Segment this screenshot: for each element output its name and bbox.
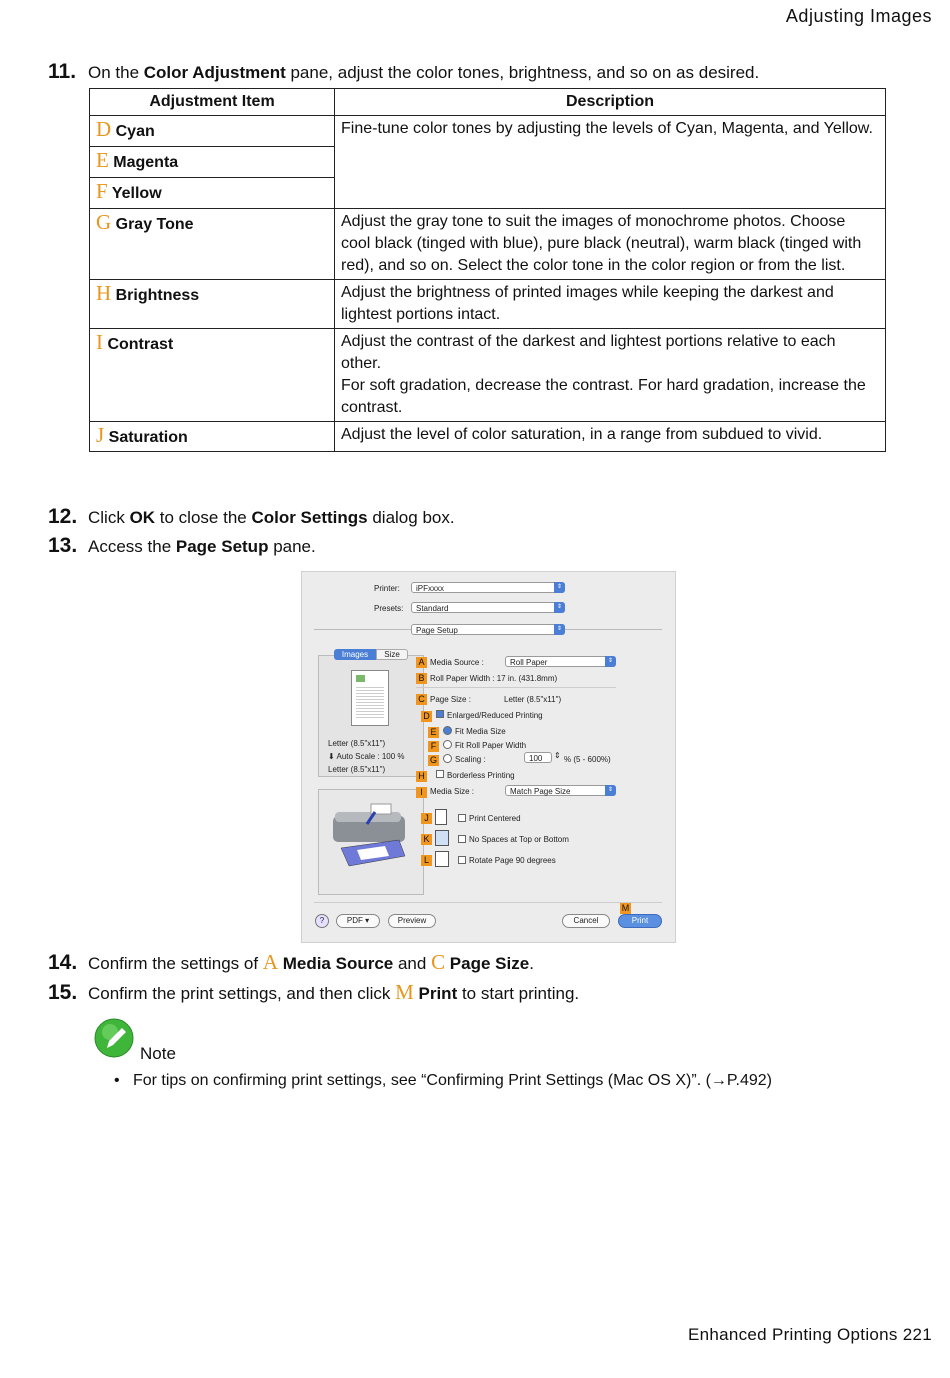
help-icon[interactable]: ? bbox=[315, 914, 329, 928]
callout-letter: F bbox=[96, 179, 108, 203]
step-bold: Page Size bbox=[445, 954, 530, 973]
page-size-label: Page Size : bbox=[430, 695, 471, 704]
print-centered-icon bbox=[435, 809, 447, 825]
print-centered-checkbox[interactable] bbox=[458, 814, 466, 822]
borderless-label: Borderless Printing bbox=[447, 771, 515, 780]
step-bold: Print bbox=[413, 984, 458, 1003]
desc-line: For soft gradation, decrease the contrast. For hard gradation, increase the contrast. bbox=[341, 377, 866, 416]
table-row bbox=[90, 116, 886, 147]
presets-value: Standard bbox=[416, 604, 449, 613]
running-footer: Enhanced Printing Options 221 bbox=[687, 1325, 932, 1344]
callout-letter: A bbox=[262, 950, 278, 974]
printer-illustration bbox=[318, 789, 424, 895]
image-icon bbox=[356, 675, 365, 682]
step-number: 12. bbox=[48, 505, 78, 528]
popup-arrow-icon: ⇕ bbox=[554, 602, 565, 613]
step-text: . bbox=[529, 954, 534, 973]
page-size-value: Letter (8.5"x11") bbox=[504, 695, 562, 704]
callout-letter: I bbox=[96, 330, 103, 354]
step-14 bbox=[48, 950, 534, 975]
item-cell bbox=[90, 178, 335, 209]
item-cell bbox=[90, 116, 335, 147]
tag-m: M bbox=[621, 903, 630, 913]
fit-media-label: Fit Media Size bbox=[455, 727, 506, 736]
printer-popup[interactable] bbox=[411, 582, 565, 593]
step-bold: Color Settings bbox=[251, 508, 368, 527]
step-12 bbox=[48, 505, 455, 529]
item-name: Contrast bbox=[107, 336, 174, 353]
desc-cell: Adjust the gray tone to suit the images of monochrome photos. Choose cool black (tinged with blue), pure black (neutral), warm black (tinged with red), and so on. Select the color tone in the color region or from the list. bbox=[335, 209, 886, 280]
item-cell bbox=[90, 209, 335, 280]
summary-line: Letter (8.5"x11") bbox=[328, 765, 386, 774]
tag-k: K bbox=[421, 834, 432, 845]
fit-media-radio[interactable] bbox=[443, 726, 452, 735]
note-text: For tips on confirming print settings, see “Confirming Print Settings (Mac OS X)”. (→P.492) bbox=[132, 1072, 772, 1089]
borderless-checkbox[interactable] bbox=[436, 770, 444, 778]
note-title: Note bbox=[140, 1044, 176, 1063]
roll-width-text: Roll Paper Width : 17 in. (431.8mm) bbox=[430, 674, 558, 683]
rotate-checkbox[interactable] bbox=[458, 856, 466, 864]
rotate-label: Rotate Page 90 degrees bbox=[469, 856, 556, 865]
step-text: dialog box. bbox=[367, 508, 455, 527]
table-row bbox=[90, 329, 886, 422]
desc-cell bbox=[335, 329, 886, 422]
item-name: Cyan bbox=[115, 123, 155, 140]
page-setup-dialog bbox=[301, 571, 676, 943]
summary-line: ⬇ Auto Scale : 100 % bbox=[328, 752, 405, 761]
tag-l: L bbox=[421, 855, 432, 866]
step-text: Confirm the settings of bbox=[88, 954, 263, 973]
stepper-icon[interactable]: ⇕ bbox=[554, 751, 561, 760]
table-row bbox=[90, 422, 886, 452]
step-number: 14. bbox=[48, 951, 78, 974]
pane-value: Page Setup bbox=[416, 626, 458, 635]
printer-label: Printer: bbox=[374, 584, 400, 593]
media-size-label: Media Size : bbox=[430, 787, 475, 796]
scaling-range: % (5 - 600%) bbox=[564, 755, 611, 764]
desc-cell: Fine-tune color tones by adjusting the levels of Cyan, Magenta, and Yellow. bbox=[335, 116, 886, 209]
scaling-input[interactable]: 100 bbox=[524, 752, 552, 763]
step-text: pane, adjust the color tones, brightness, and so on as desired. bbox=[285, 63, 760, 82]
step-number: 11. bbox=[48, 60, 77, 83]
summary-line: Letter (8.5"x11") bbox=[328, 739, 386, 748]
summary-text: Auto Scale : 100 % bbox=[336, 752, 405, 761]
step-11 bbox=[48, 60, 759, 84]
running-header: Adjusting Images bbox=[785, 6, 932, 26]
popup-arrow-icon: ⇕ bbox=[605, 656, 616, 667]
scaling-radio[interactable] bbox=[443, 754, 452, 763]
note-pencil-icon bbox=[94, 1018, 136, 1060]
media-source-value: Roll Paper bbox=[510, 658, 548, 667]
fit-roll-radio[interactable] bbox=[443, 740, 452, 749]
tab-size[interactable]: Size bbox=[376, 649, 408, 660]
tab-images[interactable]: Images bbox=[334, 649, 376, 660]
item-cell bbox=[90, 147, 335, 178]
step-bold: Color Adjustment bbox=[143, 63, 286, 82]
tag-d: D bbox=[421, 711, 432, 722]
cancel-button[interactable]: Cancel bbox=[562, 914, 610, 928]
enlarged-checkbox[interactable] bbox=[436, 710, 444, 718]
tag-a: A bbox=[416, 657, 427, 668]
callout-letter: G bbox=[96, 210, 112, 234]
step-bold: Media Source bbox=[277, 954, 394, 973]
step-text: Confirm the print settings, and then click bbox=[88, 984, 396, 1003]
step-text: to start printing. bbox=[457, 984, 580, 1003]
desc-cell: Adjust the brightness of printed images while keeping the darkest and lightest portions intact. bbox=[335, 280, 886, 329]
presets-popup[interactable] bbox=[411, 602, 565, 613]
note-bullet: • For tips on confirming print settings, see “Confirming Print Settings (Mac OS X)”. (→P.492) bbox=[114, 1072, 772, 1089]
scaling-label: Scaling : bbox=[455, 755, 486, 764]
printer-icon bbox=[319, 790, 423, 894]
item-cell bbox=[90, 422, 335, 452]
enlarged-label: Enlarged/Reduced Printing bbox=[447, 711, 543, 720]
no-spaces-checkbox[interactable] bbox=[458, 835, 466, 843]
step-text: On the bbox=[88, 63, 144, 82]
no-spaces-icon bbox=[435, 830, 449, 846]
tag-b: B bbox=[416, 673, 427, 684]
item-name: Yellow bbox=[111, 185, 162, 202]
print-centered-label: Print Centered bbox=[469, 814, 521, 823]
media-source-popup[interactable] bbox=[505, 656, 616, 667]
tag-g: G bbox=[429, 755, 437, 765]
step-bold: Page Setup bbox=[175, 537, 269, 556]
media-size-value: Match Page Size bbox=[510, 787, 571, 796]
item-name: Saturation bbox=[108, 429, 188, 446]
pdf-button[interactable]: PDF ▾ bbox=[336, 914, 380, 928]
tag-e: E bbox=[428, 727, 439, 738]
step-number: 13. bbox=[48, 534, 78, 557]
no-spaces-label: No Spaces at Top or Bottom bbox=[469, 835, 569, 844]
tag-i: I bbox=[416, 787, 427, 798]
tag-f: F bbox=[428, 741, 439, 752]
callout-letter: C bbox=[431, 950, 446, 974]
popup-arrow-icon: ⇕ bbox=[605, 785, 616, 796]
item-name: Magenta bbox=[113, 154, 179, 171]
item-name: Brightness bbox=[115, 287, 200, 304]
item-cell bbox=[90, 280, 335, 329]
header-adjustment-item: Adjustment Item bbox=[90, 89, 335, 116]
fit-roll-label: Fit Roll Paper Width bbox=[455, 741, 527, 750]
adjustment-table bbox=[89, 88, 886, 452]
table-row bbox=[90, 209, 886, 280]
popup-arrow-icon: ⇕ bbox=[554, 582, 565, 593]
media-source-label: Media Source : bbox=[430, 658, 484, 667]
step-text: to close the bbox=[155, 508, 252, 527]
step-bold: OK bbox=[129, 508, 156, 527]
item-name: Gray Tone bbox=[115, 216, 194, 233]
step-text: pane. bbox=[268, 537, 316, 556]
media-size-popup[interactable] bbox=[505, 785, 616, 796]
table-header-row bbox=[90, 89, 886, 116]
preview-button[interactable]: Preview bbox=[388, 914, 436, 928]
tag-j: J bbox=[421, 813, 432, 824]
callout-letter: M bbox=[395, 980, 414, 1004]
header-description: Description bbox=[335, 89, 886, 116]
page-thumbnail bbox=[351, 670, 389, 726]
tag-h: H bbox=[416, 771, 427, 782]
print-button[interactable]: Print bbox=[618, 914, 662, 928]
callout-letter: E bbox=[96, 148, 109, 172]
step-15 bbox=[48, 980, 579, 1005]
popup-arrow-icon: ⇕ bbox=[554, 624, 565, 635]
desc-cell: Adjust the level of color saturation, in a range from subdued to vivid. bbox=[335, 422, 886, 452]
presets-label: Presets: bbox=[374, 604, 404, 613]
step-text: and bbox=[393, 954, 432, 973]
step-text: Access the bbox=[88, 537, 176, 556]
tag-c: C bbox=[416, 694, 427, 705]
rotate-icon bbox=[435, 851, 449, 867]
divider bbox=[416, 687, 616, 688]
step-text: Click bbox=[88, 508, 130, 527]
step-number: 15. bbox=[48, 981, 78, 1004]
callout-letter: H bbox=[96, 281, 112, 305]
item-cell bbox=[90, 329, 335, 422]
step-13 bbox=[48, 534, 316, 558]
text-lines bbox=[356, 685, 384, 719]
pane-popup[interactable] bbox=[411, 624, 565, 635]
table-row bbox=[90, 280, 886, 329]
callout-letter: J bbox=[96, 423, 105, 447]
printer-value: iPFxxxx bbox=[416, 584, 444, 593]
callout-letter: D bbox=[96, 117, 112, 141]
divider bbox=[314, 902, 662, 903]
desc-line: Adjust the contrast of the darkest and lightest portions relative to each other. bbox=[341, 333, 836, 372]
